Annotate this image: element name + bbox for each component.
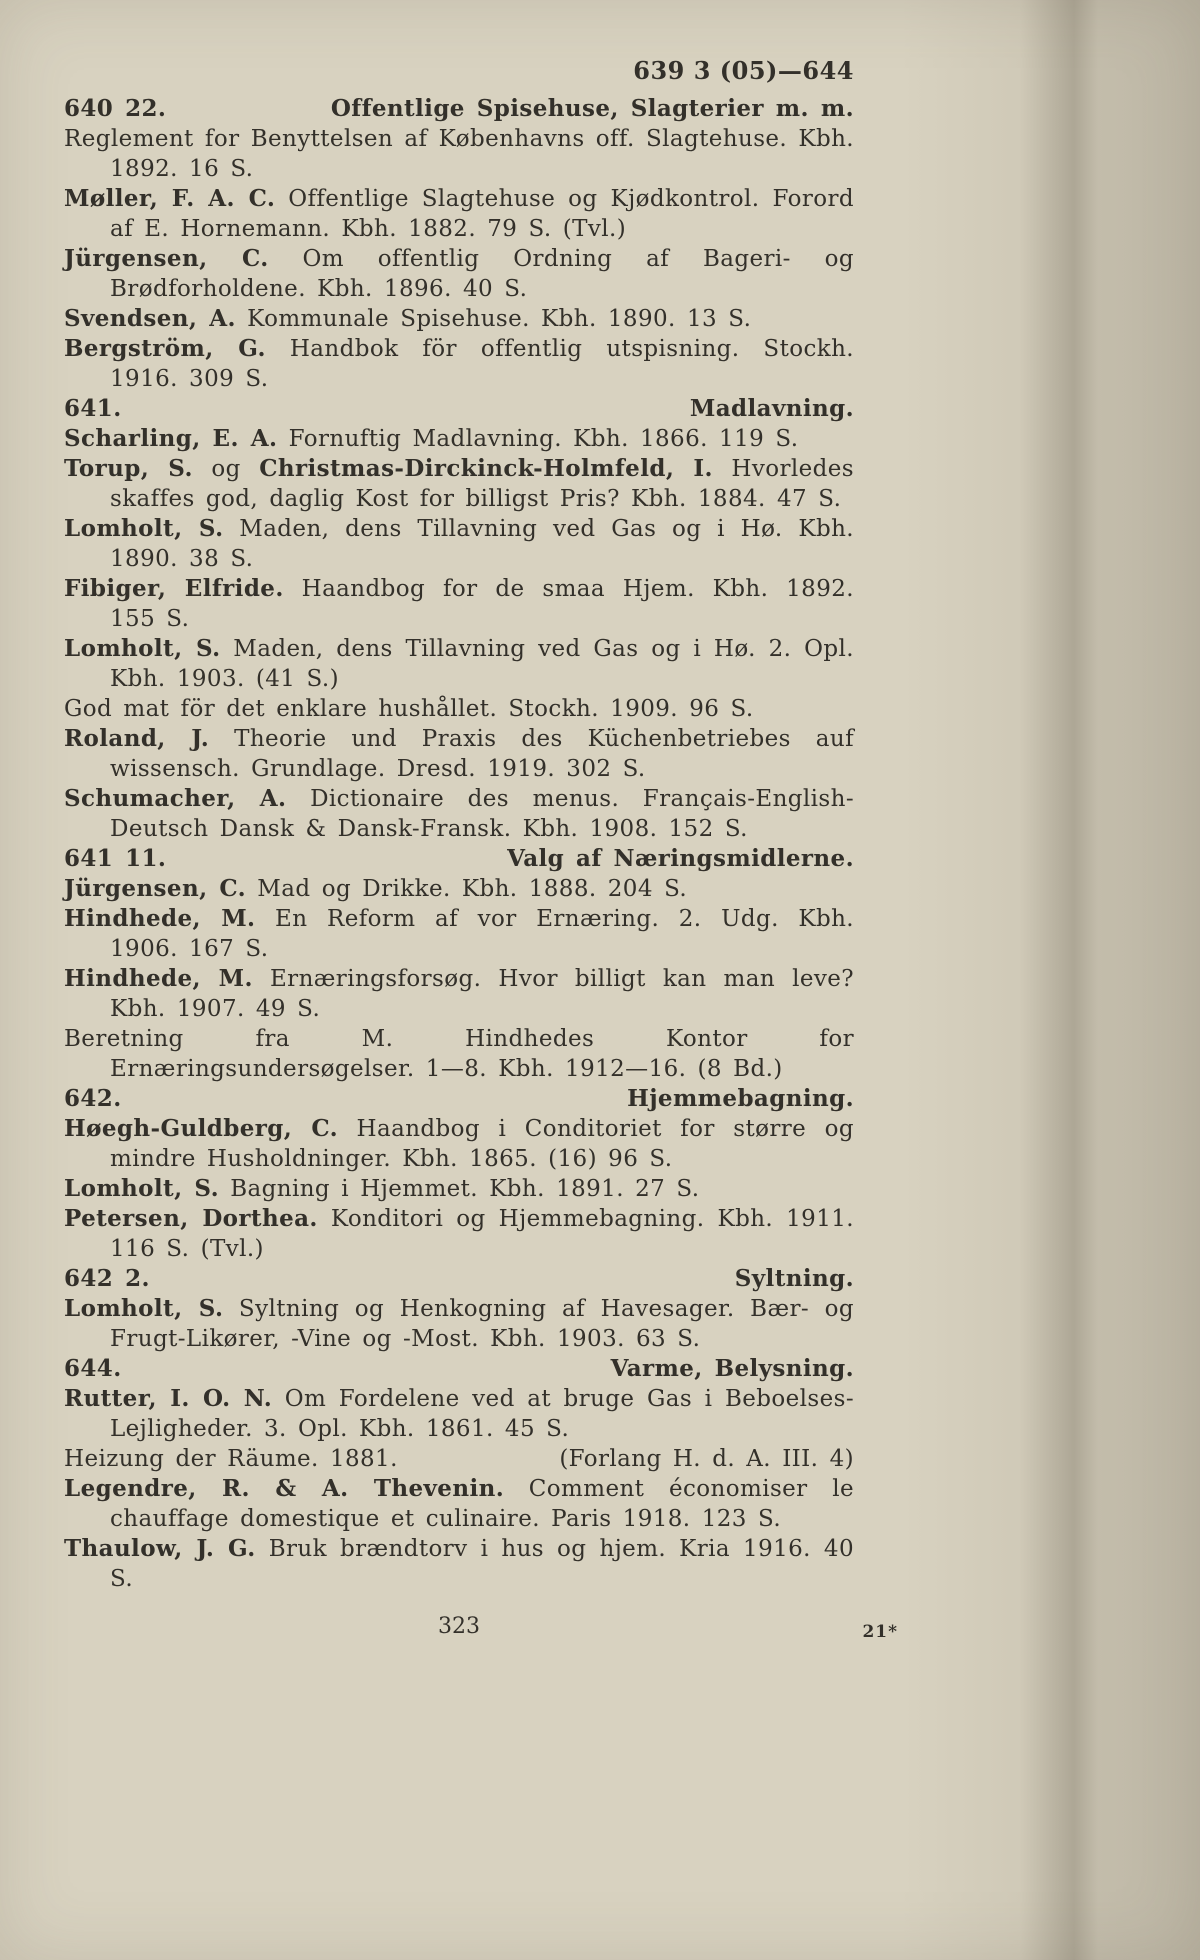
entry-text: Theorie und Praxis des Küchenbetriebes auf wissensch. Grundlage. Dresd. 1919. 302 S. [110, 726, 854, 782]
bibliography-entry [64, 574, 854, 634]
section-number: 641. [64, 395, 122, 422]
bibliography-entry [64, 634, 854, 694]
entry-text: Bruk brændtorv i hus og hjem. Kria 1916. 40 S. [110, 1536, 854, 1592]
entry-author: Petersen, Dorthea. [64, 1205, 318, 1232]
entry-author: Scharling, E. A. [64, 425, 278, 452]
entry-text: Ernæringsforsøg. Hvor billigt kan man leve? Kbh. 1907. 49 S. [110, 966, 854, 1022]
entry-author: Torup, S. [64, 455, 193, 482]
entry-right-note: (Forlang H. d. A. III. 4) [559, 1446, 854, 1472]
entry-author: Rutter, I. O. N. [64, 1385, 273, 1412]
page-number: 323 [438, 1614, 480, 1639]
entry-text: God mat för det enklare hushållet. Stockh. 1909. 96 S. [64, 696, 754, 722]
entry-text: Mad og Drikke. Kbh. 1888. 204 S. [246, 876, 688, 902]
bibliography-entry [64, 1294, 854, 1354]
bibliography-entry [64, 304, 854, 334]
section-heading [64, 1264, 854, 1294]
page-header [64, 56, 854, 86]
bibliography-entry [64, 1024, 854, 1084]
entry-author: Christmas-Dirckinck-Holmfeld, I. [259, 455, 713, 482]
section-number: 640 22. [64, 95, 167, 122]
entry-author: Hindhede, M. [64, 965, 253, 992]
section-heading [64, 1354, 854, 1384]
entry-text: Handbok för offentlig utspisning. Stockh. 1916. 309 S. [110, 336, 855, 392]
bibliography-entry [64, 514, 854, 574]
bibliography-entry [64, 784, 854, 844]
section-title: Hjemmebagning. [627, 1085, 854, 1112]
bibliography-entry [64, 1384, 854, 1444]
bibliography-entry [64, 454, 854, 514]
entry-author: Fibiger, Elfride. [64, 575, 284, 602]
bibliography-entry [64, 964, 854, 1024]
page-edge-shadow [900, 0, 1200, 1960]
section-title: Valg af Næringsmidlerne. [507, 845, 854, 872]
entry-text: Haandbog i Conditoriet for større og mindre Husholdninger. Kbh. 1865. (16) 96 S. [110, 1116, 854, 1172]
bibliography-entry [64, 1114, 854, 1174]
entry-author: Svendsen, A. [64, 305, 236, 332]
entry-author: Roland, J. [64, 725, 210, 752]
entry-text: Maden, dens Tillavning ved Gas og i Hø. Kbh. 1890. 38 S. [110, 516, 854, 572]
section-title: Varme, Belysning. [610, 1355, 854, 1382]
entry-text: Konditori og Hjemmebagning. Kbh. 1911. 116 S. (Tvl.) [110, 1206, 854, 1262]
entry-author: Legendre, R. & A. Thevenin. [64, 1475, 505, 1502]
entry-text: Comment économiser le chauffage domestique et culinaire. Paris 1918. 123 S. [110, 1476, 854, 1532]
entry-author: Jürgensen, C. [64, 245, 269, 272]
bibliography-entry [64, 694, 854, 724]
bibliography-content [64, 94, 854, 1594]
entry-text: Hvorledes skaffes god, daglig Kost for billigst Pris? Kbh. 1884. 47 S. [110, 456, 855, 512]
entry-text: En Reform af vor Ernæring. 2. Udg. Kbh. 1906. 167 S. [110, 906, 854, 962]
entry-text: Dictionaire des menus. Français-English-Deutsch Dansk & Dansk-Fransk. Kbh. 1908. 152 S. [110, 786, 855, 842]
section-number: 644. [64, 1355, 122, 1382]
entry-text: Maden, dens Tillavning ved Gas og i Hø. 2. Opl. Kbh. 1903. (41 S.) [110, 636, 854, 692]
section-title: Offentlige Spisehuse, Slagterier m. m. [330, 95, 854, 122]
entry-left-text [64, 1444, 398, 1474]
bibliography-entry [64, 904, 854, 964]
entry-author: Lomholt, S. [64, 1295, 224, 1322]
bibliography-entry [64, 1174, 854, 1204]
bibliography-entry [64, 244, 854, 304]
entry-text: og [192, 456, 260, 482]
entry-text: Fornuftig Madlavning. Kbh. 1866. 119 S. [277, 426, 799, 452]
entry-text: Bagning i Hjemmet. Kbh. 1891. 27 S. [219, 1176, 700, 1202]
bibliography-entry [64, 334, 854, 394]
bibliography-entry [64, 1444, 854, 1474]
bibliography-entry [64, 1204, 854, 1264]
entry-author: Lomholt, S. [64, 515, 224, 542]
entry-author: Thaulow, J. G. [64, 1535, 256, 1562]
section-heading [64, 394, 854, 424]
entry-text: Syltning og Henkogning af Havesager. Bær- og Frugt-Likører, -Vine og -Most. Kbh. 1903. 63 S. [110, 1296, 854, 1352]
entry-author: Høegh-Guldberg, C. [64, 1115, 339, 1142]
bibliography-entry [64, 1474, 854, 1534]
classification-range: 639 3 (05)—644 [633, 56, 854, 85]
entry-author: Schumacher, A. [64, 785, 287, 812]
bibliography-entry [64, 874, 854, 904]
bibliography-entry [64, 184, 854, 244]
section-number: 641 11. [64, 845, 167, 872]
entry-text: Om offentlig Ordning af Bageri- og Brødforholdene. Kbh. 1896. 40 S. [110, 246, 854, 302]
entry-author: Lomholt, S. [64, 635, 221, 662]
entry-text: Om Fordelene ved at bruge Gas i Beboelses-Lejligheder. 3. Opl. Kbh. 1861. 45 S. [110, 1386, 854, 1442]
section-title: Syltning. [734, 1265, 854, 1292]
entry-author: Bergström, G. [64, 335, 266, 362]
section-heading [64, 844, 854, 874]
bibliography-entry [64, 124, 854, 184]
entry-text: Offentlige Slagtehuse og Kjødkontrol. Forord af E. Hornemann. Kbh. 1882. 79 S. (Tvl.) [110, 186, 854, 242]
entry-text: Beretning fra M. Hindhedes Kontor for Ernæringsundersøgelser. 1—8. Kbh. 1912—16. (8 Bd.) [64, 1026, 854, 1082]
section-number: 642. [64, 1085, 122, 1112]
section-heading [64, 94, 854, 124]
bibliography-entry [64, 724, 854, 784]
page-footer [64, 1612, 898, 1642]
entry-author: Møller, F. A. C. [64, 185, 276, 212]
printer-signature-mark: 21* [862, 1622, 898, 1642]
entry-text: Heizung der Räume. 1881. [64, 1446, 398, 1472]
entry-author: Hindhede, M. [64, 905, 256, 932]
section-number: 642 2. [64, 1265, 150, 1292]
entry-text: Kommunale Spisehuse. Kbh. 1890. 13 S. [235, 306, 752, 332]
entry-author: Jürgensen, C. [64, 875, 247, 902]
bibliography-entry [64, 1534, 854, 1594]
entry-text: Haandbog for de smaa Hjem. Kbh. 1892. 155 S. [110, 576, 854, 632]
entry-text: Reglement for Benyttelsen af Københavns off. Slagtehuse. Kbh. 1892. 16 S. [64, 126, 854, 182]
section-heading [64, 1084, 854, 1114]
entry-author: Lomholt, S. [64, 1175, 219, 1202]
bibliography-entry [64, 424, 854, 454]
section-title: Madlavning. [689, 395, 854, 422]
